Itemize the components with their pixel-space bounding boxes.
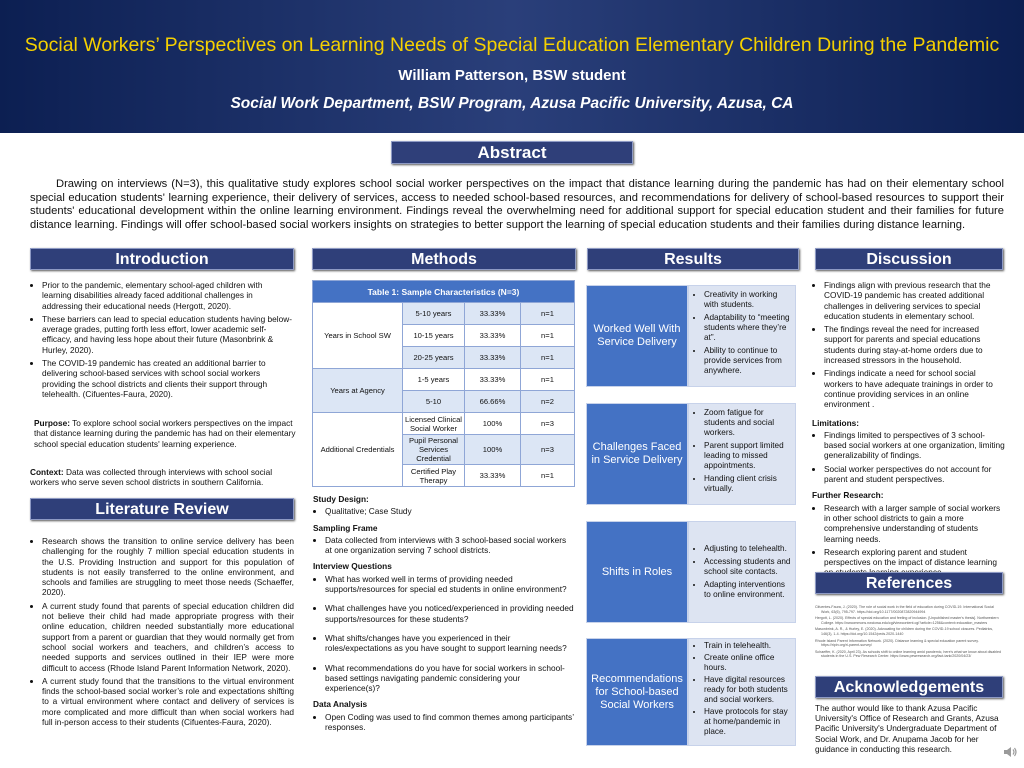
table-cell: Licensed Clinical Social Worker <box>403 413 465 435</box>
table-cell: 5-10 years <box>403 303 465 325</box>
context-paragraph <box>30 467 294 488</box>
table-cell: 100% <box>465 435 521 465</box>
table-cell: 33.33% <box>465 465 521 487</box>
result-theme-label: Worked Well With Service Delivery <box>586 285 688 387</box>
study-design-heading: Study Design: <box>313 494 369 504</box>
table-cell: n=3 <box>521 413 575 435</box>
discussion-bullet: • Findings align with previous research that the COVID-19 pandemic has created additional challenges in delivering services to special education students in elementary school. <box>824 280 1006 321</box>
table-cell: 33.33% <box>465 369 521 391</box>
introduction-heading: Introduction <box>30 248 294 270</box>
result-item: • Have protocols for stay at home/pandemic in place. <box>704 707 792 737</box>
result-item: • Handing client crisis virtually. <box>704 474 792 494</box>
table-cell: 33.33% <box>465 303 521 325</box>
further-research-bullet: • Research with a larger sample of social workers in other school districts to gain a more comprehensive understanding of students learning needs. <box>824 503 1006 544</box>
purpose-text: To explore school social workers perspectives on the impact that distance learning during the pandemic has had on their elementary school special education students' learning experience. <box>34 418 296 449</box>
interview-question: • What has worked well in terms of providing needed supports/resources for special ed students in online environment? <box>325 574 575 595</box>
purpose-paragraph <box>34 418 296 449</box>
references-heading: References <box>815 572 1003 594</box>
sampling-frame-heading: Sampling Frame <box>313 522 378 533</box>
result-item: • Ability to continue to provide services from anywhere. <box>704 346 792 376</box>
table-cell: n=1 <box>521 303 575 325</box>
interview-question: • What recommendations do you have for social workers in school-based settings navigating pandemic considering your experience(s)? <box>325 663 575 694</box>
literature-bullet: • A current study found that the transitions to the virtual environment finds the school-based social worker’s role and expectations shifting to a virtual environment where contact and delivery of services is more complicated and more difficult than when social workers had full in-person access to their students (Cifuentes-Faura, 2020). <box>42 676 294 727</box>
table-cell: 33.33% <box>465 325 521 347</box>
data-analysis-heading: Data Analysis <box>313 699 368 710</box>
result-item: • Create online office hours. <box>704 653 792 673</box>
discussion-bullet: • Findings indicate a need for school social workers to have adequate trainings in order to continue providing services in an online environment . <box>824 368 1006 409</box>
literature-bullet: • Research shows the transition to online service delivery has been challenging for the roughly 7 million special education students in the U.S. Providing Instruction and support for this population of students is not easily transferred to the online environment, and schools and families are struggling to meet those needs (Schaeffer, 2020). <box>42 536 294 598</box>
table-cell: Pupil Personal Services Credential <box>403 435 465 465</box>
result-theme-label: Challenges Faced in Service Delivery <box>586 403 688 505</box>
further-research-heading: Further Research: <box>812 490 884 501</box>
result-theme-list <box>688 285 796 387</box>
result-item: • Adaptability to “meeting students where they’re at”. <box>704 313 792 343</box>
limitation-bullet: • Social worker perspectives do not account for parent and student perspectives. <box>824 464 1006 485</box>
data-analysis-item: • Open Coding was used to find common themes among participants’ responses. <box>325 712 575 733</box>
table-cell: 1-5 years <box>403 369 465 391</box>
study-design-item: • Qualitative; Case Study <box>325 506 575 516</box>
table-cell: 66.66% <box>465 391 521 413</box>
sampling-frame-item: • Data collected from interviews with 3 school-based social workers at one organization serving 7 school districts. <box>325 535 575 556</box>
result-theme-list <box>688 521 796 623</box>
table-cell: 5-10 <box>403 391 465 413</box>
result-item: • Accessing students and school site contacts. <box>704 557 792 577</box>
literature-heading: Literature Review <box>30 498 294 520</box>
table-row <box>313 303 575 325</box>
introduction-bullet: • These barriers can lead to special education students having below-average grades, putting forth less effort, lower academic self-efficacy, and having less hope about their future (Masonbrink & Hurley, 2020). <box>42 314 294 355</box>
introduction-bullet: • Prior to the pandemic, elementary school-aged children with learning disabilities already faced additional challenges in addressing their educational needs (Hergott, 2020). <box>42 280 294 311</box>
reference-item: Cifuentes-Faura, J. (2020). The role of social work in the field of education during COVID-19. International Social Work, 63(6), 795-797. https://doi.org/10.1177/0020872820944994 <box>815 605 994 614</box>
poster-author: William Patterson, BSW student <box>398 67 626 84</box>
table-row <box>313 369 575 391</box>
methods-section <box>313 494 575 735</box>
reference-item: Rhode Island Parent Information Network. (2020). Distance learning & special education parent survey. https://ripin.org/ri-parent-survey/ <box>815 638 979 648</box>
table-row <box>313 413 575 435</box>
results-heading: Results <box>587 248 799 270</box>
discussion-bullet: • The findings reveal the need for increased support for parents and special educations students during stay-at-home orders due to increased stressors in the household. <box>824 324 1006 365</box>
table-cell: n=1 <box>521 347 575 369</box>
table-group-label: Additional Credentials <box>313 413 403 487</box>
interview-question: • What shifts/changes have you experienced in their roles/expectations as you have sought to support learning needs? <box>325 633 575 654</box>
abstract-text: Drawing on interviews (N=3), this qualitative study explores school social worker perspectives on the impact that distance learning during the pandemic has had on their elementary school special education students' learning experience, their delivery of services, access to needed school-based resources, and recommendations for delivery of school-based resources to support their students' educational development within the online learning environment. Findings reveal the overwhelming need for additional support for special education student and their families for future distance learning. Findings will offer school-based social workers insights on strategies to better support the learning of special education students and their families during distance learning. <box>30 178 1004 231</box>
context-text: Data was collected through interviews with school social workers who serve seven school districts in southern California. <box>30 467 273 488</box>
acknowledgements-text: The author would like to thank Azusa Pacific University's Office of Research and Grants, Azusa Pacific University's Undergraduate Department of Social Work, and Dr. Anupama Jacob for her guidance in conducting this research. <box>815 703 999 754</box>
table-cell: Certified Play Therapy <box>403 465 465 487</box>
table-caption: Table 1: Sample Characteristics (N=3) <box>313 281 575 303</box>
poster-header <box>0 0 1024 133</box>
literature-bullet: • A current study found that parents of special education children did not believe their child had made appropriate progress with their online education, children needed substantially more educational support from a parent or guardian that they would normally get from school social workers and teachers, and children’s access to needed supports and services outlined in their IEP were more difficult to access (Rhode Island Parent Information Network, 2020). <box>42 601 294 673</box>
purpose-label: Purpose: <box>34 418 70 428</box>
result-item: • Adapting interventions to online environment. <box>704 580 792 600</box>
literature-section <box>30 536 294 730</box>
reference-item: Masonbrink, A. R., & Hurley, E. (2020). Advocating for children during the COVID-19 school closures. Pediatrics, 146(3), 1-4. https://doi.org/10.1542/peds.2020-1440 <box>815 627 994 636</box>
references-list <box>815 605 1003 661</box>
table-cell: 10-15 years <box>403 325 465 347</box>
result-item: • Train in telehealth. <box>704 641 792 651</box>
interview-questions-heading: Interview Questions <box>313 561 392 572</box>
speaker-icon[interactable] <box>1002 744 1018 760</box>
reference-item: Schaeffer, K. (2020, April 23). As schools shift to online learning amid pandemic, here's what we know about disabled students in the U.S. Pew Research Center. https://www.pewresearch.org/fact-tank/2020/04/23/ <box>815 649 1002 659</box>
table-cell: 33.33% <box>465 347 521 369</box>
table-cell: n=1 <box>521 465 575 487</box>
discussion-section <box>812 280 1006 581</box>
discussion-heading: Discussion <box>815 248 1003 270</box>
interview-question: • What challenges have you noticed/experienced in providing needed supports/resources for these students? <box>325 603 575 624</box>
table-cell: n=3 <box>521 435 575 465</box>
table-cell: n=1 <box>521 325 575 347</box>
context-label: Context: <box>30 467 64 477</box>
abstract-heading: Abstract <box>391 141 633 164</box>
table-cell: n=1 <box>521 369 575 391</box>
limitations-heading: Limitations: <box>812 417 860 428</box>
introduction-bullet: • The COVID-19 pandemic has created an additional barrier to delivering school-based services with school social workers providing the school districts and clients their support through telehealth. (Cifuentes-Faura, 2020). <box>42 358 294 399</box>
table-cell: n=2 <box>521 391 575 413</box>
poster-affiliation: Social Work Department, BSW Program, Azusa Pacific University, Azusa, CA <box>230 95 794 112</box>
acknowledgements-heading: Acknowledgements <box>815 676 1003 698</box>
table-cell: 100% <box>465 413 521 435</box>
methods-heading: Methods <box>312 248 576 270</box>
result-item: • Creativity in working with students. <box>704 290 792 310</box>
table-group-label: Years in School SW <box>313 303 403 369</box>
introduction-section <box>30 280 294 402</box>
further-research-bullet: • Research exploring parent and student perspectives on the impact of distance learning <box>824 547 1006 578</box>
result-theme-list <box>688 638 796 746</box>
result-item: • Zoom fatigue for students and social workers. <box>704 408 792 438</box>
result-theme-label: Recommendations for School-based Social Workers <box>586 638 688 746</box>
result-theme-list <box>688 403 796 505</box>
table-cell: 20-25 years <box>403 347 465 369</box>
limitation-bullet: • Findings limited to perspectives of 3 school-based social workers at one organization, limiting generalizability of findings. <box>824 430 1006 461</box>
result-item: • Adjusting to telehealth. <box>704 544 792 554</box>
result-item: • Parent support limited leading to missed appointments. <box>704 441 792 471</box>
sample-characteristics-table <box>312 280 575 487</box>
result-theme-label: Shifts in Roles <box>586 521 688 623</box>
result-item: • Have digital resources ready for both students and social workers. <box>704 675 792 705</box>
reference-item: Hergott, L. (2020). Effects of special education and feeling of inclusion. [Unpublished master's thesis]. Northwestern College. https://nwcommons.nwciowa.edu/cgi/viewcontent.cgi?article=1256&context=education_masters <box>815 616 999 625</box>
table-group-label: Years at Agency <box>313 369 403 413</box>
poster-title: Social Workers’ Perspectives on Learning Needs of Special Education Elementary Children During the Pandemic <box>24 34 1000 56</box>
